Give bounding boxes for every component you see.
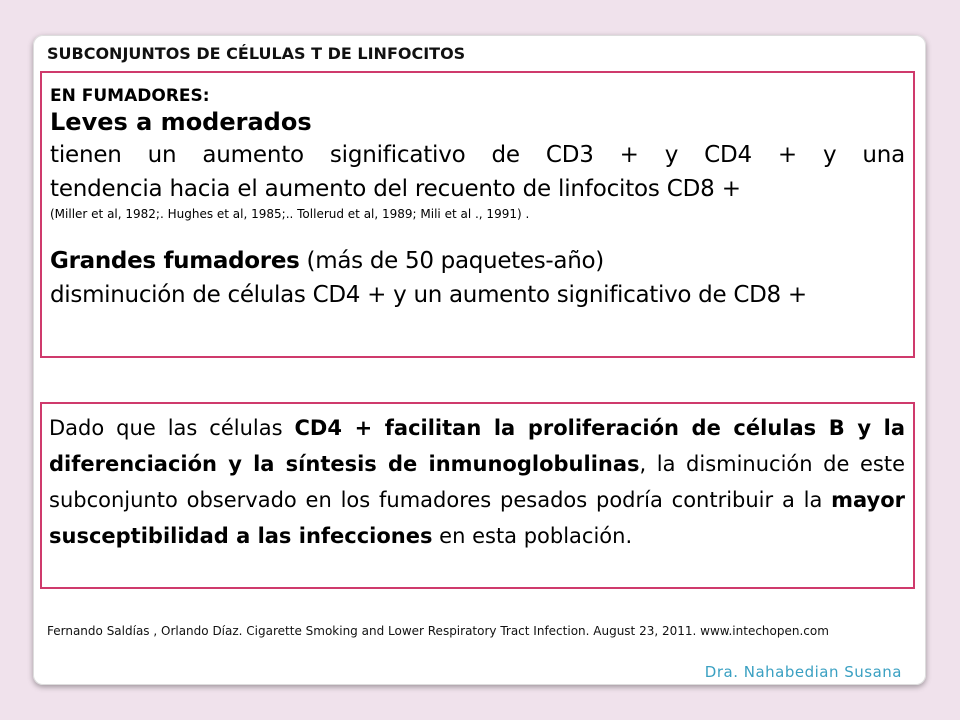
smokers-label: EN FUMADORES: <box>50 86 210 106</box>
heavy-smokers-heading <box>50 245 905 277</box>
conclusion-part3: en esta población. <box>432 524 633 548</box>
heavy-smokers-qualifier: (más de 50 paquetes-año) <box>299 248 604 274</box>
heavy-smokers-bold: Grandes fumadores <box>50 248 300 274</box>
conclusion-part1: Dado que las células <box>49 416 295 440</box>
smokers-findings-box <box>40 71 915 358</box>
conclusion-box <box>40 402 915 589</box>
heavy-smokers-text: disminución de células CD4 + y un aumento significativo de CD8 + <box>50 282 807 308</box>
conclusion-bold2: mayor susceptibilidad a las infecciones <box>49 488 905 548</box>
light-moderate-heading: Leves a moderados <box>50 108 312 136</box>
citation: Fernando Saldías , Orlando Díaz. Cigarette Smoking and Lower Respiratory Tract Infection. August 23, 2011. www.intechopen.com <box>47 624 829 638</box>
conclusion-part2: , la disminución de este subconjunto observado en los fumadores pesados podría contribuir a la <box>49 452 905 512</box>
conclusion-paragraph <box>49 410 905 554</box>
light-moderate-text-line1: tienen un aumento significativo de CD3 + y CD4 + y una <box>50 142 905 168</box>
slide-title: SUBCONJUNTOS DE CÉLULAS T DE LINFOCITOS <box>47 44 466 63</box>
references: (Miller et al, 1982;. Hughes et al, 1985;.. Tollerud et al, 1989; Mili et al ., 1991) . <box>50 207 530 221</box>
light-moderate-text-line2: tendencia hacia el aumento del recuento de linfocitos CD8 + <box>50 176 741 202</box>
conclusion-bold1: CD4 + facilitan la proliferación de células B y la diferenciación y la síntesis de inmunoglobulinas <box>49 416 905 476</box>
author-signature: Dra. Nahabedian Susana <box>704 663 902 681</box>
